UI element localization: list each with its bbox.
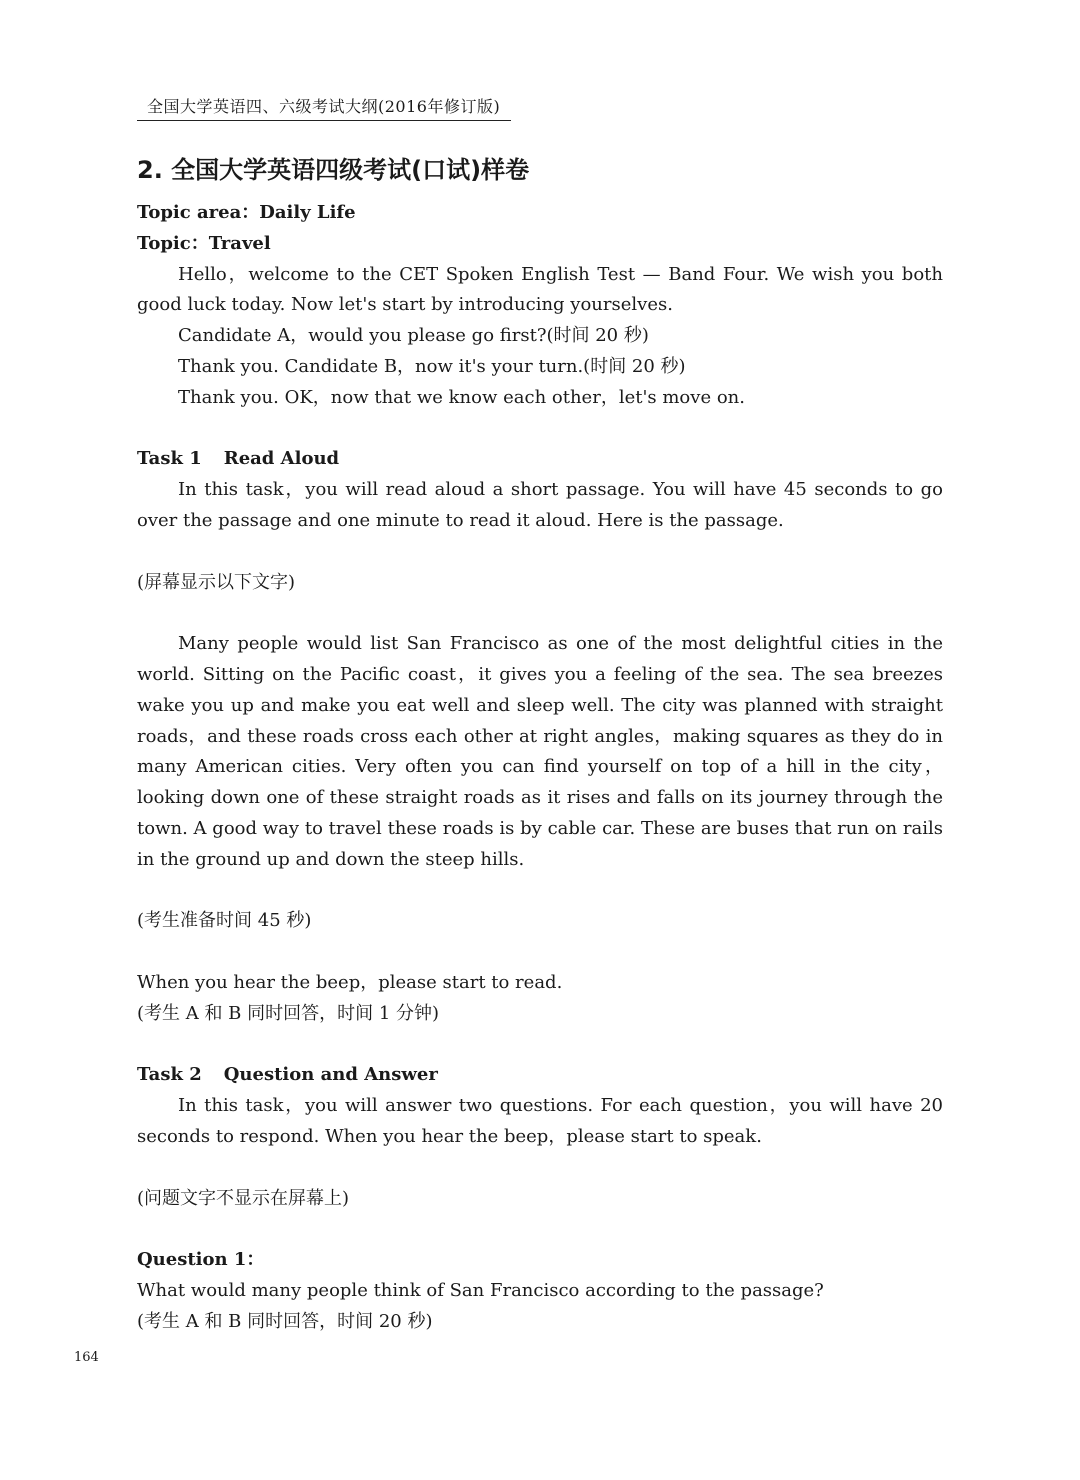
question1-note: (考生 A 和 B 同时回答，时间 20 秒): [137, 1310, 433, 1332]
task2-screen-note: (问题文字不显示在屏幕上): [137, 1187, 350, 1209]
task2-instructions: In this task，you will answer two questions. For each question，you will have 20 seconds to respond. When you hear the beep，please start to speak.: [137, 1095, 943, 1147]
intro-move-on: Thank you. OK，now that we know each other，let's move on.: [178, 386, 745, 408]
task1-heading: [137, 444, 943, 475]
intro-greeting: Hello，welcome to the CET Spoken English Test — Band Four. We wish you both good luck today. Now let's start by introducing yourselves.: [137, 263, 943, 316]
spacer: [137, 876, 943, 907]
spacer: [137, 537, 943, 568]
spacer: [137, 414, 943, 445]
spacer: [137, 1030, 943, 1061]
task2-heading: [137, 1060, 943, 1091]
spacer: [137, 598, 943, 629]
question1-text: What would many people think of San Francisco according to the passage?: [137, 1279, 824, 1301]
task1-passage: Many people would list San Francisco as one of the most delightful cities in the world. Sitting on the Pacific coast，it gives you a feeling of the sea. The sea breezes wake you up and make you eat well and sleep well. The city was planned with straight roads，and these roads cross each other at right angles，making squares as they do in many American cities. Very often you can find yourself on top of a hill in the city，looking down one of these straight roads as it rises and falls on its journey through the town. A good way to travel these roads is by cable car. These are buses that run on rails in the ground up and down the steep hills.: [137, 633, 943, 870]
intro-candidate-a: Candidate A，would you please go first?(时间 20 秒): [178, 325, 649, 347]
topic: Topic：Travel: [137, 232, 271, 254]
intro-candidate-b: Thank you. Candidate B，now it's your turn.(时间 20 秒): [178, 355, 686, 377]
task1-answer-note: (考生 A 和 B 同时回答，时间 1 分钟): [137, 1002, 440, 1024]
question1-label: Question 1：: [137, 1249, 265, 1271]
page-content: [137, 150, 943, 1337]
task1-instructions: In this task，you will read aloud a short passage. You will have 45 seconds to go over the passage and one minute to read it aloud. Here is the passage.: [137, 479, 943, 531]
page-number: 164: [74, 1350, 99, 1365]
task1-beep-instruction: When you hear the beep，please start to read.: [137, 971, 563, 993]
task1-name: Read Aloud: [223, 448, 340, 470]
topic-area: Topic area：Daily Life: [137, 202, 356, 223]
task2-number: Task 2: [137, 1064, 202, 1086]
spacer: [137, 937, 943, 968]
task1-prep-note: (考生准备时间 45 秒): [137, 910, 312, 932]
task2-name: Question and Answer: [223, 1064, 438, 1086]
section-title: 2. 全国大学英语四级考试(口试)样卷: [137, 156, 530, 184]
running-header: 全国大学英语四、六级考试大纲(2016年修订版): [137, 96, 511, 121]
spacer: [137, 1153, 943, 1184]
task1-number: Task 1: [137, 448, 202, 470]
task1-screen-note: (屏幕显示以下文字): [137, 571, 296, 593]
spacer: [137, 1214, 943, 1245]
